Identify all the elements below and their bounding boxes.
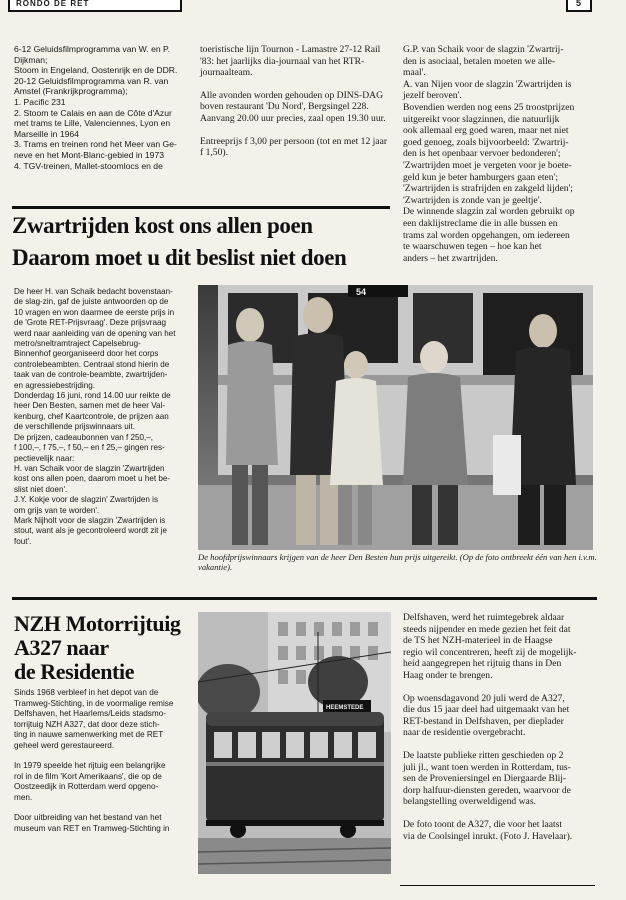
article-headline-line-2: Daarom moet u dit beslist niet doen [12, 245, 347, 270]
text-line: torrijtuig NZH A327, dat door deze stich- [14, 719, 160, 729]
tram-photo [198, 612, 391, 874]
text-line: den is asociaal, betalen moeten we alle- [403, 55, 556, 67]
article-2-body-right [403, 612, 599, 842]
paragraph [403, 693, 599, 739]
paragraph: Alle avonden worden gehouden op DINS-DAG boven restaurant 'Du Nord', Bergsingel 228. Aanvang 20.00 uur precies, zaal open 19.30 uur. [200, 89, 386, 124]
text-line: metro/sneltramtraject Capelsebrug- [14, 339, 141, 349]
text-line: Mark Nijholt voor de slagzin 'Zwartrijden is [14, 515, 166, 525]
text-line: 'Zwartrijden is zonde van je geeltje'. [403, 194, 542, 206]
paragraph [403, 819, 599, 842]
text-line: H. van Schaik voor de slagzin 'Zwartrijden [14, 463, 165, 473]
text-line: neve en het Mont-Blanc-gebied in 1973 [14, 149, 165, 160]
paragraph: toeristische lijn Tournon - Lamastre 27-12 Rail '83: het jaarlijks dia-journaal van het RTR-journaalteam. [200, 44, 381, 79]
photo-caption: De hoofdprijswinnaars krijgen van de heer Den Besten hun prijs uitgereikt. (Op de foto ontbreekt één van hen i.v.m. vakantie). [198, 552, 597, 573]
text-line: jezelf beroven'. [403, 90, 462, 102]
text-line: stout, want als je gecontroleerd wordt zit je [14, 526, 167, 536]
text-line: 2. Stoom te Calais en aan de Côte d'Azur [14, 107, 172, 118]
text-line: 10 vragen en won daarmee de eerste prijs in [14, 307, 175, 317]
article-2-headline [14, 612, 181, 684]
text-line: Stoom in Engeland, Oostenrijk en de DDR. [14, 65, 178, 76]
text-line: kost ons allen poen, daarom moet u het be- [14, 474, 171, 484]
text-line: RET-bestand in Delfshaven, per dieplader [403, 715, 564, 727]
text-line: In 1979 speelde het rijtuig een belangrijke [14, 761, 166, 770]
headline-line: de Residentie [14, 659, 135, 684]
text-line: fout'. [14, 536, 32, 546]
text-line: ook allemaal erg goed waren, maar net niet [403, 125, 569, 137]
text-line: heid aangegrepen het rijtuig thans in Den [403, 658, 562, 670]
paragraph [14, 761, 194, 803]
text-line: via de Coolsingel inrukt. (Foto J. Havelaar). [403, 830, 573, 842]
text-line: trams zal worden opgehangen, om iedereen [403, 229, 570, 241]
film-program-lines [14, 44, 192, 171]
text-line: uitgereikt voor slagzinnen, die natuurlijk [403, 113, 560, 125]
text-line: den is het openbaar vervoer bedonderen'; [403, 148, 561, 160]
text-line: de verschillende prijswinnaars uit. [14, 422, 136, 432]
text-line: om grijs van te worden'. [14, 505, 100, 515]
text-line: 20-12 Geluidsfilmprogramma van R. van [14, 75, 169, 86]
article-headline-line-1: Zwartrijden kost ons allen poen [12, 213, 313, 238]
paragraph [403, 750, 599, 808]
text-line: dorp halfuur-diensten gereden, waarvoor de [403, 784, 571, 796]
text-line: geld kun je beter hamburgers gaan eten'; [403, 171, 558, 183]
paragraph [14, 813, 194, 834]
text-line: geheel werd gerestaureerd. [14, 740, 115, 750]
text-line: Sinds 1968 verbleef in het depot van de [14, 688, 159, 697]
tram-illustration [198, 612, 391, 874]
text-line: Marseille in 1964 [14, 128, 79, 139]
text-line: rol in de film 'Kort Amerikaans', die op de [14, 771, 162, 781]
text-line: f 100,–, f 75,–, f 50,– en f 25,– gingen res- [14, 443, 165, 453]
text-line: anders – het zwartrijden. [403, 252, 498, 264]
text-line: slist niet doen'. [14, 484, 68, 494]
bus-number: 54 [356, 287, 367, 297]
paragraph [403, 612, 599, 682]
section-rule [12, 597, 597, 600]
text-line: De prijzen, cadeaubonnen van f 250,–, [14, 432, 154, 442]
text-line: de slag-zin, gaf de juiste antwoorden op de [14, 297, 169, 307]
text-line: regio wil concentreren, heeft zij de mogelijk- [403, 646, 577, 658]
prize-ceremony-photo [198, 285, 593, 550]
text-line: met trams te Lille, Valenciennes, Lyon en [14, 118, 171, 129]
article-1-body [14, 287, 194, 547]
headline-line: A327 naar [14, 635, 109, 660]
text-line: 6-12 Geluidsfilmprogramma van W. en P. [14, 44, 171, 54]
text-line: Amstel (Frankrijkprogramma); [14, 86, 128, 97]
paragraph: Entreeprijs f 3,00 per persoon (tot en met 12 jaar f 1,50). [200, 135, 388, 159]
text-line: Op woensdagavond 20 juli werd de A327, [403, 692, 565, 704]
text-line: goed genoeg, zoals bijvoorbeeld: 'Zwartrij- [403, 136, 569, 148]
slogan-winners-column [403, 44, 599, 264]
text-line: en agressiebestrijding. [14, 380, 95, 390]
text-line: men. [14, 792, 33, 802]
text-line: werd naar aanleiding van de opening van het [14, 328, 176, 338]
footer-rule [400, 885, 595, 886]
text-line: heer Den Besten, samen met de heer Val- [14, 401, 166, 411]
film-program-column [14, 44, 192, 171]
section-header-tab [8, 0, 182, 12]
text-line: Dijkman; [14, 54, 48, 65]
text-line: A. van Nijen voor de slagzin 'Zwartrijden is [403, 78, 572, 90]
text-line: naar de residentie overgebracht. [403, 727, 526, 739]
text-line: controlebeambten. Centraal stond hierin de [14, 359, 170, 369]
prize-ceremony-illustration [198, 285, 593, 550]
text-line: maal'. [403, 67, 426, 79]
text-line: museum van RET en Tramweg-Stichting in [14, 823, 170, 833]
page-number: 5 [576, 0, 582, 8]
text-line: die dus 15 jaar deel had uitgemaakt van het [403, 704, 570, 716]
text-line: de TS het NZH-materieel in de Haagse [403, 635, 553, 647]
section-tag: RONDO DE RET [16, 0, 90, 8]
section-rule [12, 206, 390, 209]
article-2-body-left [14, 688, 194, 834]
text-line: Bovendien werden nog eens 25 troostprijzen [403, 101, 575, 113]
text-line: Delfshaven, het Haarlems/Leids stadsmo- [14, 709, 166, 718]
tram-destination-sign: HEEMSTEDE [326, 705, 364, 711]
text-line: 1. Pacific 231 [14, 96, 66, 107]
text-line: J.Y. Kokje voor de slagzin' Zwartrijden is [14, 495, 158, 505]
text-line: sen de Proveniersingel en Diergaarde Blij- [403, 773, 567, 785]
text-line: Tramweg-Stichting, in de voormalige remise [14, 698, 174, 708]
evening-info-column [200, 44, 388, 170]
text-line: Door uitbreiding van het bestand van het [14, 813, 162, 822]
paragraph [14, 688, 194, 751]
text-line: 'Zwartrijden is strafrijden en zakgeld lijden'; [403, 183, 573, 195]
text-line: Donderdag 16 juni, rond 14.00 uur reikte de [14, 391, 171, 401]
text-line: De laatste publieke ritten geschieden op 2 [403, 749, 564, 761]
text-line: taak van de controle-beambte, zwartrijden- [14, 370, 168, 380]
text-line: De heer H. van Schaik bedacht bovenstaan- [14, 287, 173, 296]
text-line: juli jl., want toen werden in Rotterdam, tus- [403, 761, 571, 773]
text-line: steeds nijpender en mede gezien het feit dat [403, 623, 571, 635]
text-line: De winnende slagzin zal worden gebruikt op [403, 206, 575, 218]
text-line: Delfshaven, werd het ruimtegebrek aldaar [403, 612, 565, 623]
text-line: Binnenhof georganiseerd door het corps [14, 349, 159, 359]
text-line: kenburg, chef Kaartcontrole, de prijzen aan [14, 411, 169, 421]
headline-line: NZH Motorrijtuig [14, 611, 181, 636]
text-line: pectievelijk naar: [14, 453, 75, 463]
text-line: 4. TGV-treinen, Mallet-stoomlocs en de [14, 160, 163, 171]
text-line: een daklijstreclame die in alle bussen en [403, 217, 558, 229]
text-line: te waarschuwen tegen – hoe kan het [403, 241, 542, 253]
text-line: G.P. van Schaik voor de slagzin 'Zwartrij- [403, 44, 564, 55]
page-number-tab [566, 0, 592, 12]
text-line: belangstelling overweldigend was. [403, 796, 536, 808]
text-line: ting in nauwe samenwerking met de RET [14, 730, 164, 739]
text-line: 3. Trams en treinen rond het Meer van Ge- [14, 139, 177, 150]
text-line: de 'Grote RET-Prijsvraag'. Deze prijsvraag [14, 318, 166, 328]
text-line: Oostzeedijk in Rotterdam werd opgeno- [14, 782, 159, 791]
text-line: 'Zwartrijden moet je vergeten voor je boete- [403, 159, 572, 171]
text-line: De foto toont de A327, die voor het laatst [403, 818, 563, 830]
text-line: Haag onder te brengen. [403, 669, 493, 681]
